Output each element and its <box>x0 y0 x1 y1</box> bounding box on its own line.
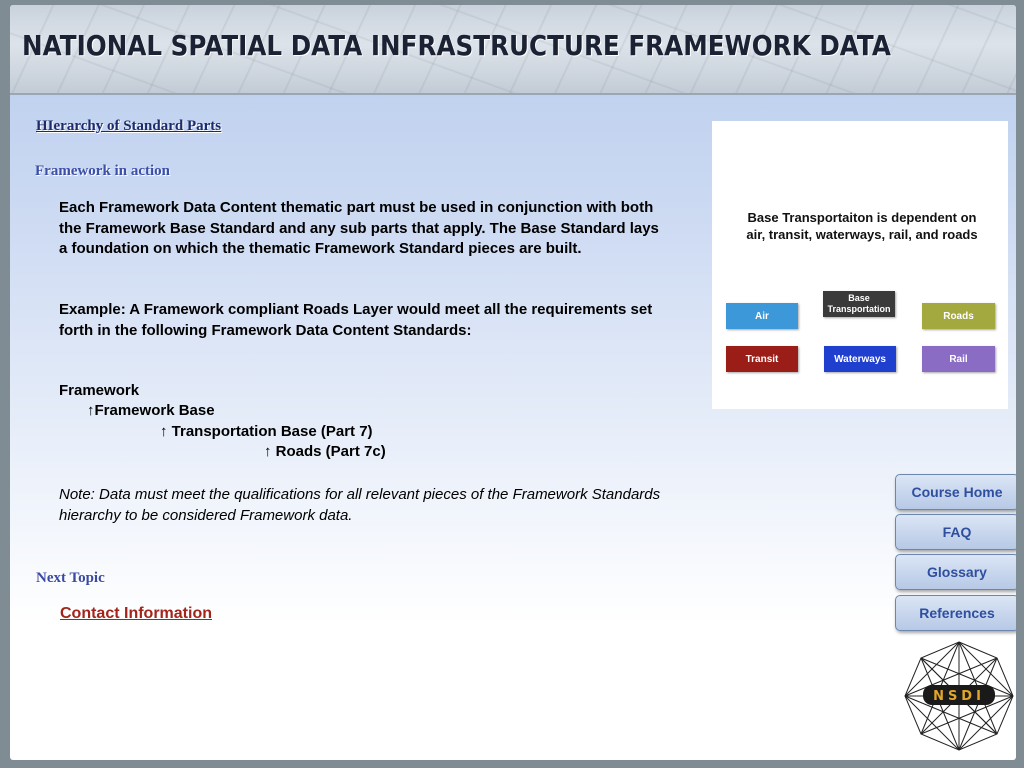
course-home-button[interactable]: Course Home <box>895 474 1016 510</box>
tree-level-framework: Framework <box>59 382 140 399</box>
references-button[interactable]: References <box>895 595 1016 631</box>
banner-title: NATIONAL SPATIAL DATA INFRASTRUCTURE FRAMEWORK DATA <box>22 29 891 62</box>
paragraph-intro: Each Framework Data Content thematic part must be used in conjunction with both the Framework Base Standard and any sub parts that apply. The Base Standard lays a foundation on which the thematic Framework Standard pieces are built. <box>59 199 659 257</box>
contact-information-link[interactable]: Contact Information <box>60 605 212 622</box>
logo-text: NSDI <box>933 689 985 704</box>
nsdi-logo <box>903 640 1015 752</box>
note-text: Note: Data must meet the qualifications for all relevant pieces of the Framework Standards hierarchy to be considered Framework data. <box>59 486 661 524</box>
page-frame <box>10 5 1016 760</box>
faq-button[interactable]: FAQ <box>895 514 1016 550</box>
section-heading-framework-in-action: Framework in action <box>35 163 170 179</box>
diagram-box-rail: Rail <box>922 346 995 372</box>
tree-level-framework-base: ↑Framework Base <box>87 402 215 419</box>
diagram-title: Base Transportaiton is dependent on air, transit, waterways, rail, and roads <box>746 210 978 242</box>
diagram-box-air: Air <box>726 303 798 329</box>
diagram-box-roads: Roads <box>922 303 995 329</box>
section-heading-next-topic: Next Topic <box>36 570 105 586</box>
section-heading-hierarchy: HIerarchy of Standard Parts <box>36 118 222 134</box>
tree-level-transportation-base: ↑ Transportation Base (Part 7) <box>160 423 373 440</box>
header-banner <box>10 5 1016 95</box>
diagram-box-waterways: Waterways <box>824 346 896 372</box>
diagram-box-base-transportation: Base Transportation <box>823 291 895 317</box>
tree-level-roads: ↑ Roads (Part 7c) <box>264 443 386 460</box>
paragraph-example: Example: A Framework compliant Roads Layer would meet all the requirements set forth in the following Framework Data Content Standards: <box>59 301 653 339</box>
diagram-box-transit: Transit <box>726 346 798 372</box>
transportation-diagram <box>712 121 1008 409</box>
glossary-button[interactable]: Glossary <box>895 554 1016 590</box>
